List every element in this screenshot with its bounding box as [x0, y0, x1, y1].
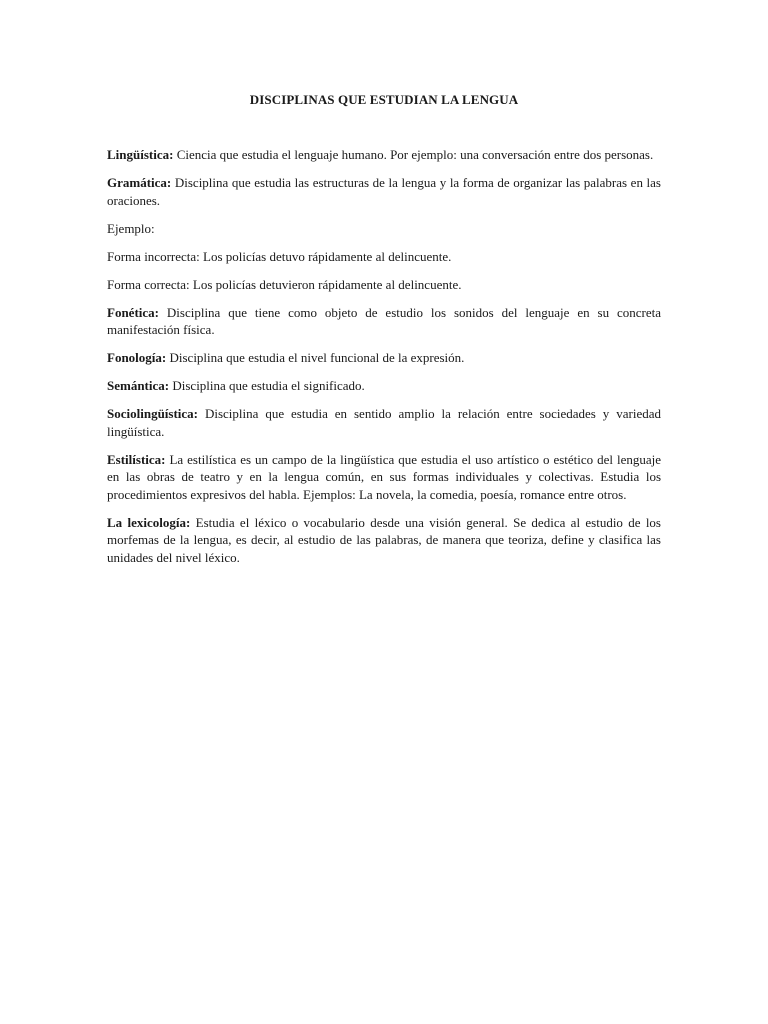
- term-label: Gramática:: [107, 175, 172, 190]
- term-label: Lingüística:: [107, 147, 174, 162]
- term-label: Estilística:: [107, 451, 166, 467]
- document-title: DISCIPLINAS QUE ESTUDIAN LA LENGUA: [249, 92, 519, 107]
- paragraph-forma-correcta: [107, 276, 661, 294]
- paragraph-linguistica: [107, 146, 661, 164]
- paragraph-text: Ejemplo:: [107, 220, 155, 236]
- term-label: Fonología:: [107, 350, 167, 365]
- paragraph-text: La estilística es un campo de la lingüística que estudia el uso artístico o estético del lenguaje en las obras de teatro y en la lengua común, en sus formas individuales y colectivas. Estudia los procedimientos expresivos del habla. Ejemplos: La novela, la comedia, poesía, romance entre otros.: [107, 451, 661, 502]
- paragraph-text: Disciplina que tiene como objeto de estudio los sonidos del lenguaje en su concreta manifestación física.: [107, 304, 661, 337]
- paragraph-gramatica: [107, 174, 661, 209]
- paragraph-text: Disciplina que estudia el significado.: [169, 378, 365, 393]
- paragraph-text: Forma incorrecta: Los policías detuvo rápidamente al delincuente.: [107, 248, 452, 264]
- paragraph-text: Disciplina que estudia las estructuras de la lengua y la forma de organizar las palabras en las oraciones.: [107, 175, 661, 208]
- paragraph-lexicologia: [107, 514, 661, 567]
- term-label: Semántica:: [107, 378, 170, 393]
- paragraph-ejemplo: [107, 220, 661, 238]
- term-label: Sociolingüística:: [107, 406, 199, 421]
- term-label: Fonética:: [107, 304, 159, 320]
- paragraph-text: Estudia el léxico o vocabulario desde una visión general. Se dedica al estudio de los morfemas de la lengua, es decir, al estudio de las palabras, de manera que teoriza, define y clasifica las unidades del nivel léxico.: [107, 514, 661, 565]
- paragraph-sociolinguistica: [107, 405, 661, 440]
- paragraph-fonetica: [107, 304, 661, 339]
- paragraph-semantica: [107, 377, 661, 395]
- paragraph-forma-incorrecta: [107, 248, 661, 266]
- paragraph-text: Disciplina que estudia el nivel funcional de la expresión.: [166, 350, 465, 365]
- paragraph-fonologia: [107, 349, 661, 367]
- paragraph-text: Disciplina que estudia en sentido amplio la relación entre sociedades y variedad lingüística.: [107, 406, 661, 439]
- term-label: La lexicología:: [107, 514, 191, 530]
- paragraph-text: Forma correcta: Los policías detuvieron rápidamente al delincuente.: [107, 276, 462, 292]
- paragraph-estilistica: [107, 451, 661, 504]
- paragraph-text: Ciencia que estudia el lenguaje humano. Por ejemplo: una conversación entre dos personas.: [173, 147, 654, 162]
